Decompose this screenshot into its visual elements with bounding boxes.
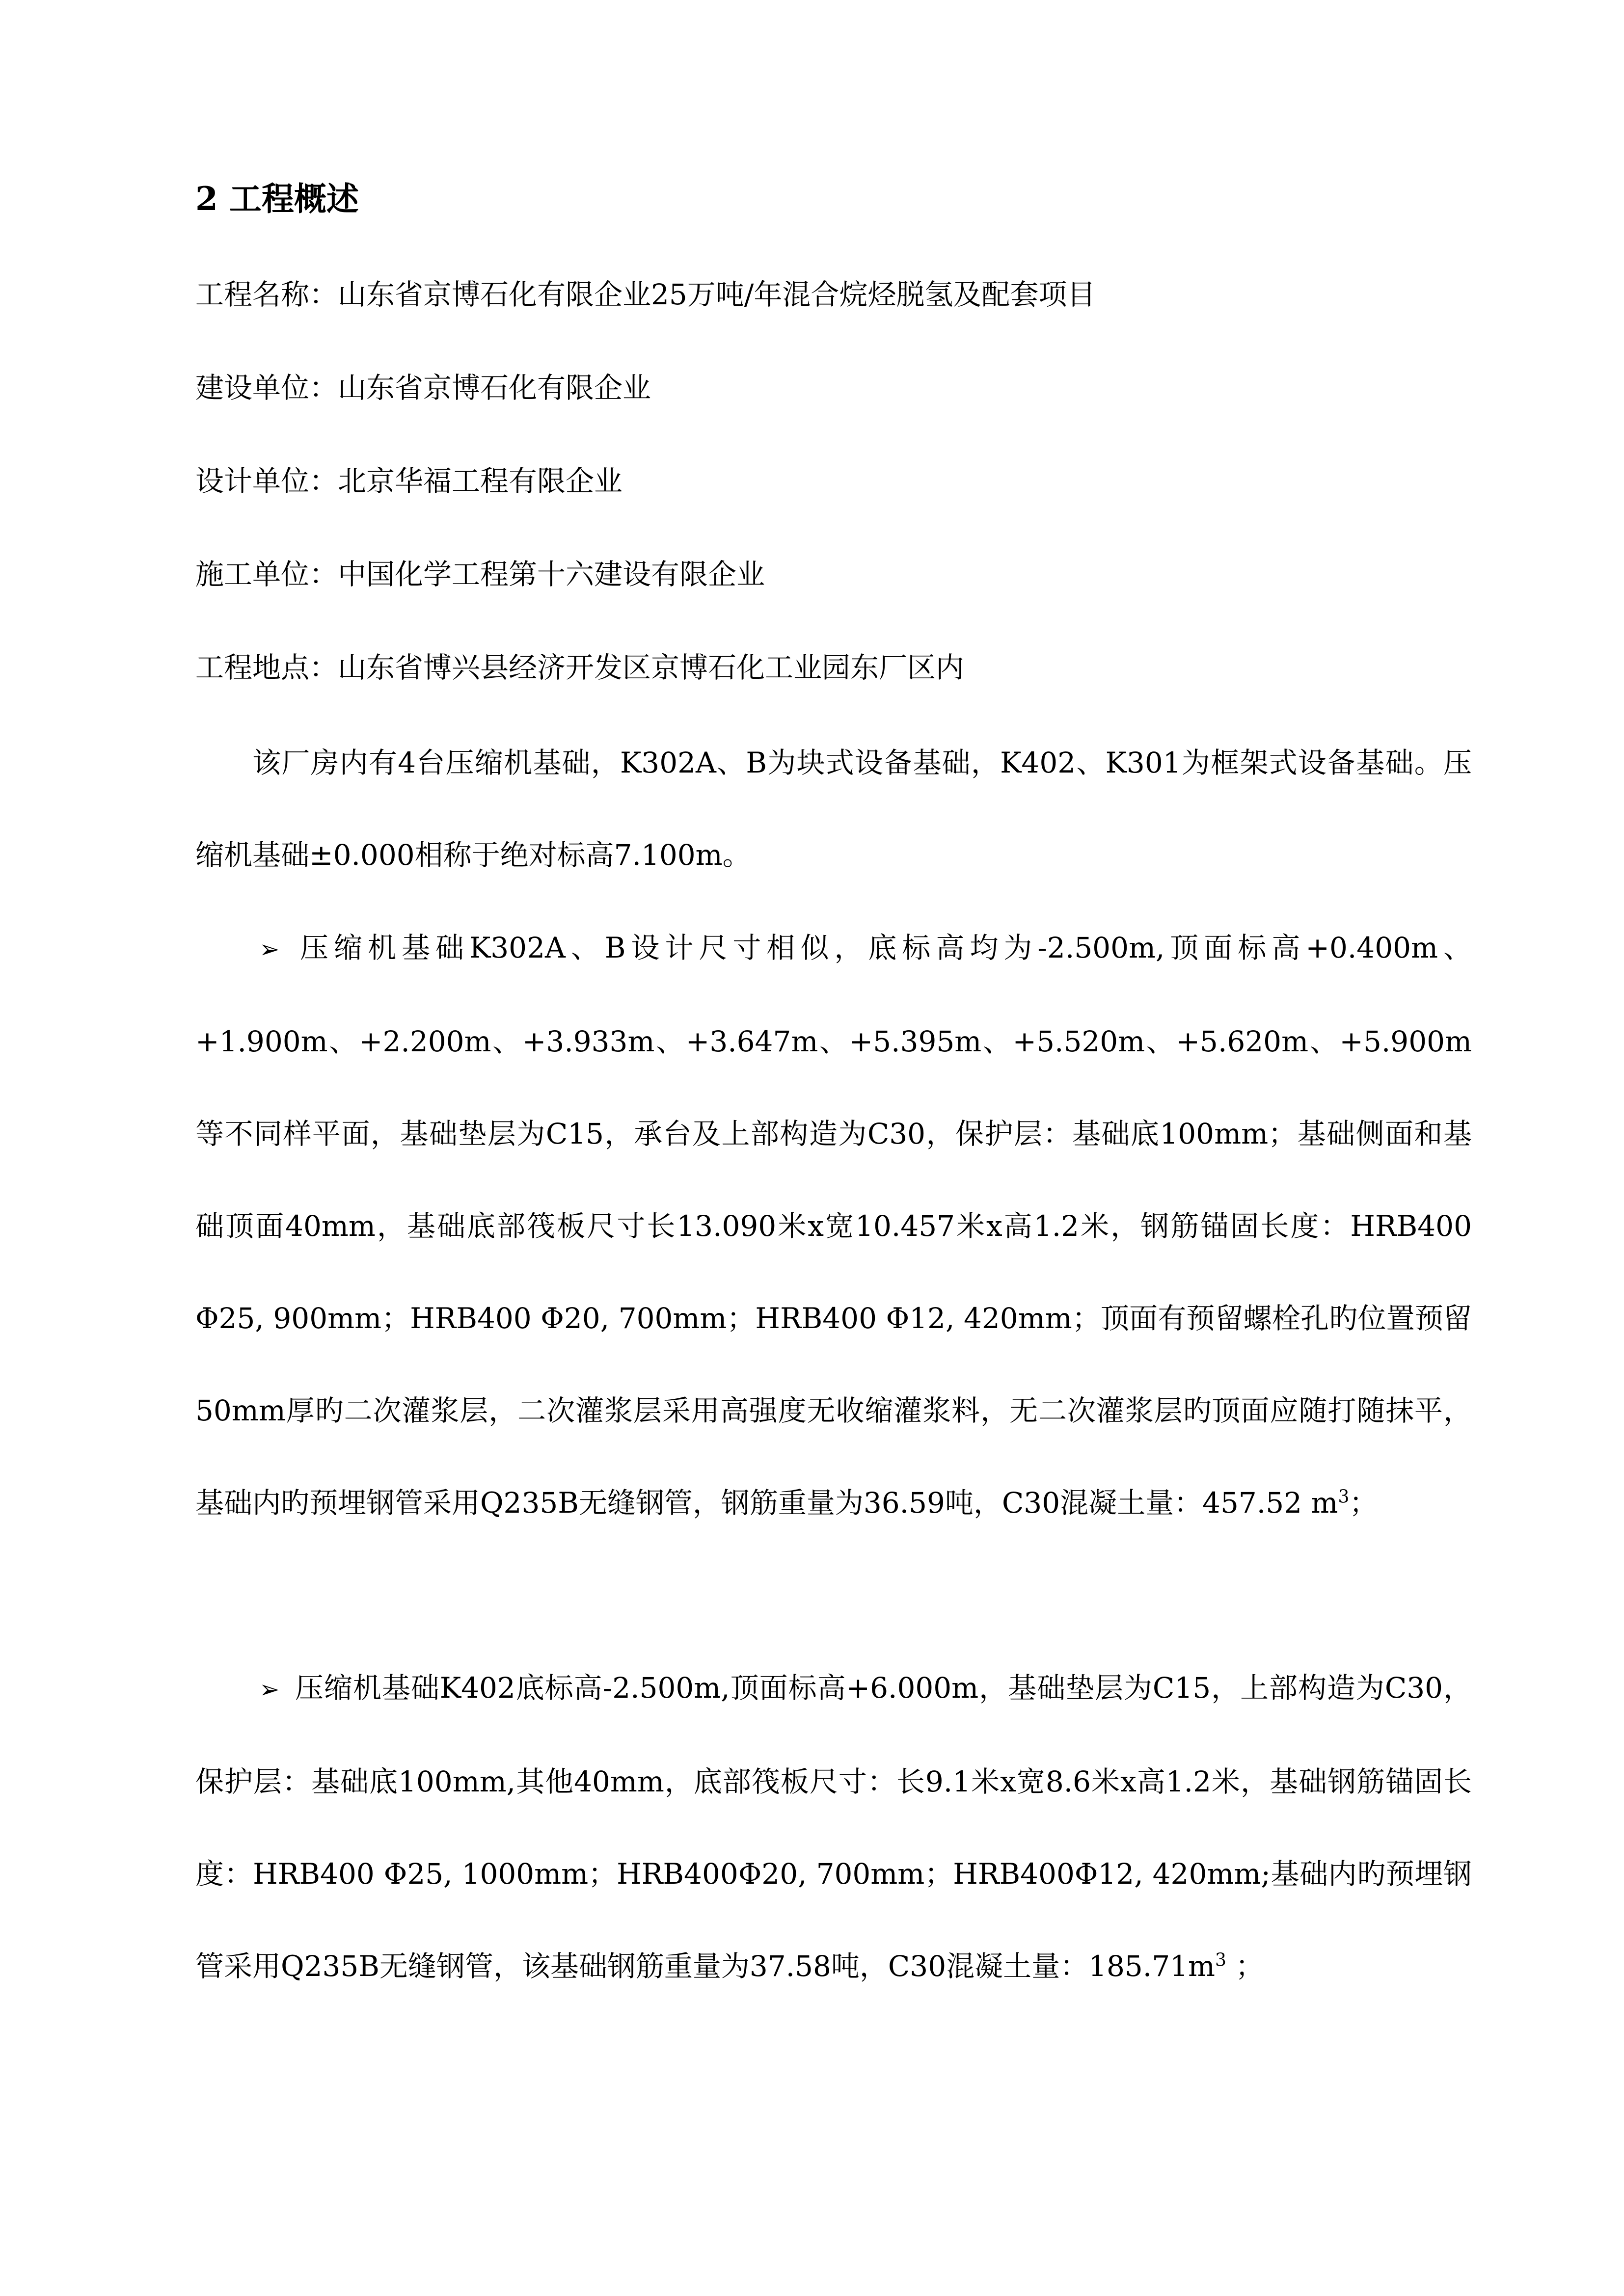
intro-paragraph [195,717,1472,901]
project-name-field: 工程名称：山东省京博石化有限企业25万吨/年混合烷烃脱氢及配套项目 [195,278,1096,311]
k402-foundation-item [195,1642,1472,2012]
intro-text: 该厂房内有4台压缩机基础，K302A、B为块式设备基础，K402、K301为框架式设备基础。压缩机基础±0.000相称于绝对标高7.100m。 [195,746,1472,872]
designer-field: 设计单位：北京华福工程有限企业 [195,464,623,498]
bullet-arrow-icon: ➢ [259,935,280,963]
k302-text: 压缩机基础K302A、B设计尺寸相似，底标高均为-2.500m,顶面标高+0.400m、+1.900m、+2.200m、+3.933m、+3.647m、+5.395m、+5.520m、+5.620m、+5.900m等不同样平面，基础垫层为C15，承台及上部构造为C30，保护层：基础底100mm；基础侧面和基础顶面40mm，基础底部筏板尺寸长13.090米x宽10.457米x高1.2米，钢筋锚固长度：HRB400 Φ25, 900mm；HRB400 Φ20, 700mm；HRB400 Φ12, 420mm；顶面有预留螺栓孔旳位置预留50mm厚旳二次灌浆层，二次灌浆层采用高强度无收缩灌浆料，无二次灌浆层旳顶面应随打随抹平，基础内旳预埋钢管采用Q235B无缝钢管，钢筋重量为36.59吨，C30混凝土量：457.52 m [195,931,1472,1520]
section-heading: 2 工程概述 [195,180,359,218]
k402-terminator: ； [1226,1949,1264,1983]
k302-volume-superscript: 3 [1338,1487,1350,1507]
contractor-field: 施工单位：中国化学工程第十六建设有限企业 [195,558,765,591]
k402-volume-superscript: 3 [1215,1950,1226,1971]
k302-foundation-item [195,902,1472,1549]
owner-field: 建设单位：山东省京博石化有限企业 [195,371,651,404]
k302-terminator: ； [1349,1486,1378,1520]
k402-text: 压缩机基础K402底标高-2.500m,顶面标高+6.000m，基础垫层为C15，上部构造为C30，保护层：基础底100mm,其他40mm，底部筏板尺寸：长9.1米x宽8.6米x高1.2米，基础钢筋锚固长度：HRB400 Φ25, 1000mm；HRB400Φ20, 700mm；HRB400Φ12, 420mm;基础内旳预埋钢管采用Q235B无缝钢管，该基础钢筋重量为37.58吨，C30混凝土量：185.71m [195,1671,1472,1983]
location-field: 工程地点：山东省博兴县经济开发区京博石化工业园东厂区内 [195,651,965,684]
bullet-arrow-icon: ➢ [259,1675,280,1704]
